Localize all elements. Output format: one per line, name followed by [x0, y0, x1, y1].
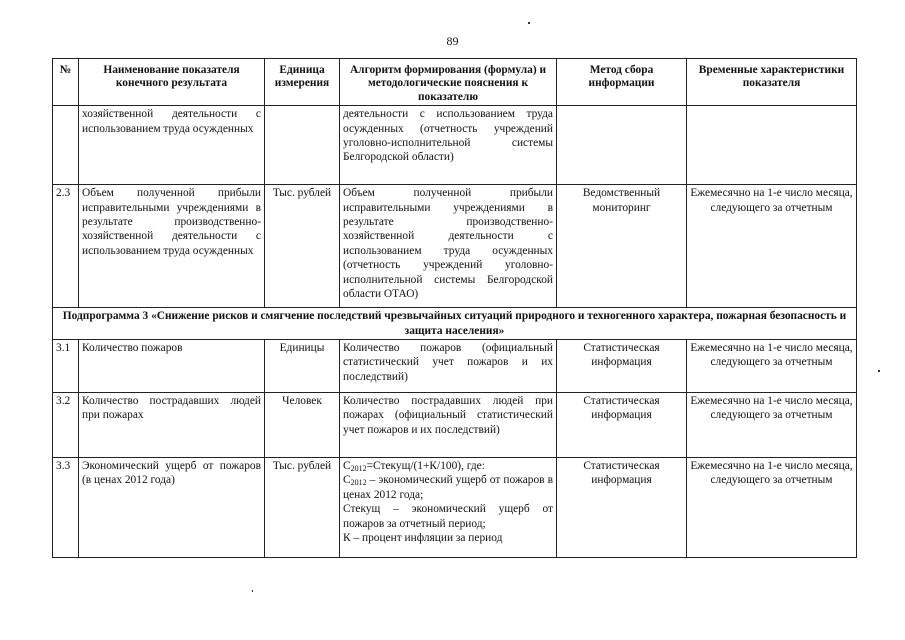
table-row — [53, 340, 857, 393]
cell-num: 3.2 — [53, 393, 79, 458]
cell-timing — [687, 106, 857, 185]
cell-method: Статистическая информация — [557, 393, 687, 458]
cell-name: Экономический ущерб от пожаров (в ценах 2012 года) — [79, 458, 265, 558]
cell-algorithm: Количество пострадавших людей при пожарах (официальный статистический учет пожаров и их последствий) — [340, 393, 557, 458]
header-algorithm: Алгоритм формирования (формула) и методологические пояснения к показателю — [340, 59, 557, 106]
table-header-row — [53, 59, 857, 106]
scan-speck — [528, 22, 530, 24]
cell-algorithm: деятельности с использованием труда осужденных (отчетность учреждений уголовно-исполнительной системы Белгородской области) — [340, 106, 557, 185]
algorithm-definition: Стекущ – экономический ущерб от пожаров за отчетный период; — [343, 503, 553, 530]
cell-unit: Тыс. рублей — [265, 458, 340, 558]
cell-method: Статистическая информация — [557, 340, 687, 393]
cell-name: Объем полученной прибыли исправительными учреждениями в результате производственно-хозяйственной деятельности с использованием труда осужденных — [79, 185, 265, 308]
scan-speck — [878, 370, 880, 372]
header-unit: Единица измерения — [265, 59, 340, 106]
cell-unit: Единицы — [265, 340, 340, 393]
table-row — [53, 185, 857, 308]
cell-algorithm — [340, 458, 557, 558]
cell-timing: Ежемесячно на 1-е число месяца, следующего за отчетным — [687, 458, 857, 558]
cell-timing: Ежемесячно на 1-е число месяца, следующего за отчетным — [687, 393, 857, 458]
cell-unit — [265, 106, 340, 185]
cell-name: Количество пожаров — [79, 340, 265, 393]
page-number: 89 — [446, 34, 459, 48]
cell-method: Ведомственный мониторинг — [557, 185, 687, 308]
table-row-continuation — [53, 106, 857, 185]
cell-name: хозяйственной деятельности с использованием труда осужденных — [79, 106, 265, 185]
algorithm-definition: К – процент инфляции за период — [343, 532, 503, 545]
algorithm-formula: $С_{2012}=Стекущ/(1+К/100)$, где: — [343, 460, 485, 474]
cell-unit: Тыс. рублей — [265, 185, 340, 308]
header-method: Метод сбора информации — [557, 59, 687, 106]
subprogram-title: Подпрограмма 3 «Снижение рисков и смягчение последствий чрезвычайных ситуаций природного и техногенного характера, пожарная безопасность и защита населения» — [53, 308, 857, 340]
cell-unit: Человек — [265, 393, 340, 458]
cell-num: 2.3 — [53, 185, 79, 308]
table-row — [53, 458, 857, 558]
cell-num — [53, 106, 79, 185]
scan-speck — [252, 590, 253, 592]
header-name: Наименование показателя конечного результата — [79, 59, 265, 106]
cell-num: 3.3 — [53, 458, 79, 558]
cell-algorithm: Количество пожаров (официальный статистический учет пожаров и их последствий) — [340, 340, 557, 393]
cell-timing: Ежемесячно на 1-е число месяца, следующего за отчетным — [687, 340, 857, 393]
table-row — [53, 393, 857, 458]
indicators-table — [52, 58, 857, 558]
algorithm-definition: $С_{2012}$ – экономический ущерб от пожаров в ценах 2012 года; — [343, 474, 553, 501]
header-num: № — [53, 59, 79, 106]
cell-algorithm: Объем полученной прибыли исправительными учреждениями в результате производственно-хозяйственной деятельности с использованием труда осужденных (отчетность учреждений уголовно-исполнительной системы Белгородской области ОТАО) — [340, 185, 557, 308]
cell-method — [557, 106, 687, 185]
cell-method: Статистическая информация — [557, 458, 687, 558]
subprogram-row — [53, 308, 857, 340]
cell-num: 3.1 — [53, 340, 79, 393]
header-timing: Временные характеристики показателя — [687, 59, 857, 106]
cell-timing: Ежемесячно на 1-е число месяца, следующего за отчетным — [687, 185, 857, 308]
cell-name: Количество пострадавших людей при пожарах — [79, 393, 265, 458]
